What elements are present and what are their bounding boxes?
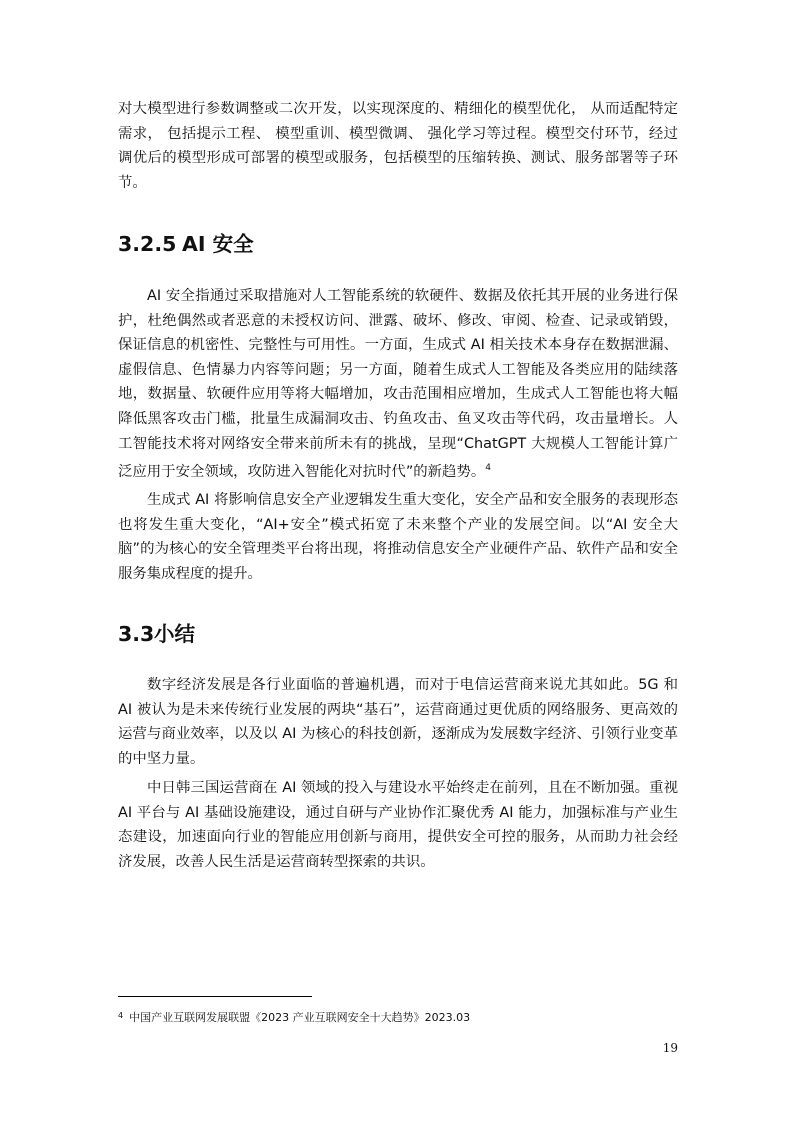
intro-paragraph: 对大模型进行参数调整或二次开发，以实现深度的、精细化的模型优化， 从而适配特定需求， 包括提示工程、 模型重训、模型微调、 强化学习等过程。模型交付环节，经过调优后的模型形成可部署的模型或服务，包括模型的压缩转换、测试、服务部署等子环节。 <box>118 101 678 191</box>
footnote-text: 中国产业互联网发展联盟《2023 产业互联网安全十大趋势》2023.03 <box>129 1011 471 1024</box>
footnote-mark: 4 <box>118 1011 124 1020</box>
ai-security-paragraph-2: 生成式 AI 将影响信息安全产业逻辑发生重大变化，安全产品和安全服务的表现形态也将发生重大变化，“AI+安全”模式拓宽了未来整个产业的发展空间。以“AI 安全大脑”的为核心的安全管理类平台将出现，将推动信息安全产业硬件产品、软件产品和安全服务集成程度的提升。 <box>118 492 678 582</box>
section-title: 小结 <box>154 622 195 646</box>
footnote <box>118 1008 678 1026</box>
paragraph-text: AI 安全指通过采取措施对人工智能系统的软硬件、数据及依托其开展的业务进行保护，杜绝偶然或者恶意的未授权访问、泄露、破坏、修改、审阅、检查、记录或销毁，保证信息的机密性、完整性与可用性。一方面，生成式 AI 相关技术本身存在数据泄漏、虚假信息、色情暴力内容等问题；另一方面，随着生成式人工智能及各类应用的陆续落地，数据量、软硬件应用等将大幅增加，攻击范围相应增加，生成式人工智能也将大幅降低黑客攻击门槛，批量生成漏洞攻击、钓鱼攻击、鱼叉攻击等代码，攻击量增长。人工智能技术将对网络安全带来前所未有的挑战，呈现“ChatGPT 大规模人工智能计算广泛应用于安全领域，攻防进入智能化对抗时代”的新趋势。 <box>118 288 678 480</box>
section-heading-3-2-5 <box>118 230 254 258</box>
footnote-reference: 4 <box>485 463 491 474</box>
section-number: 3.3 <box>118 622 155 646</box>
summary-paragraph-2: 中日韩三国运营商在 AI 领域的投入与建设水平始终走在前列，且在不断加强。重视 AI 平台与 AI 基础设施建设，通过自研与产业协作汇聚优秀 AI 能力，加强标准与产业生态建设，加速面向行业的智能应用创新与商用，提供安全可控的服务，从而助力社会经济发展，改善人民生活是运营商转型探索的共识。 <box>118 780 678 870</box>
footnote-divider <box>118 996 312 997</box>
page-number: 19 <box>662 1041 678 1055</box>
section-title: AI 安全 <box>182 232 254 256</box>
summary-paragraph-1: 数字经济发展是各行业面临的普遍机遇，而对于电信运营商来说尤其如此。5G 和 AI 被认为是未来传统行业发展的两块“基石”，运营商通过更优质的网络服务、更高效的运营与商业效率，以及以 AI 为核心的科技创新，逐渐成为发展数字经济、引领行业变革的中坚力量。 <box>118 677 678 767</box>
section-heading-3-3 <box>118 620 195 648</box>
section-number: 3.2.5 <box>118 232 177 256</box>
ai-security-paragraph-1 <box>118 284 678 485</box>
